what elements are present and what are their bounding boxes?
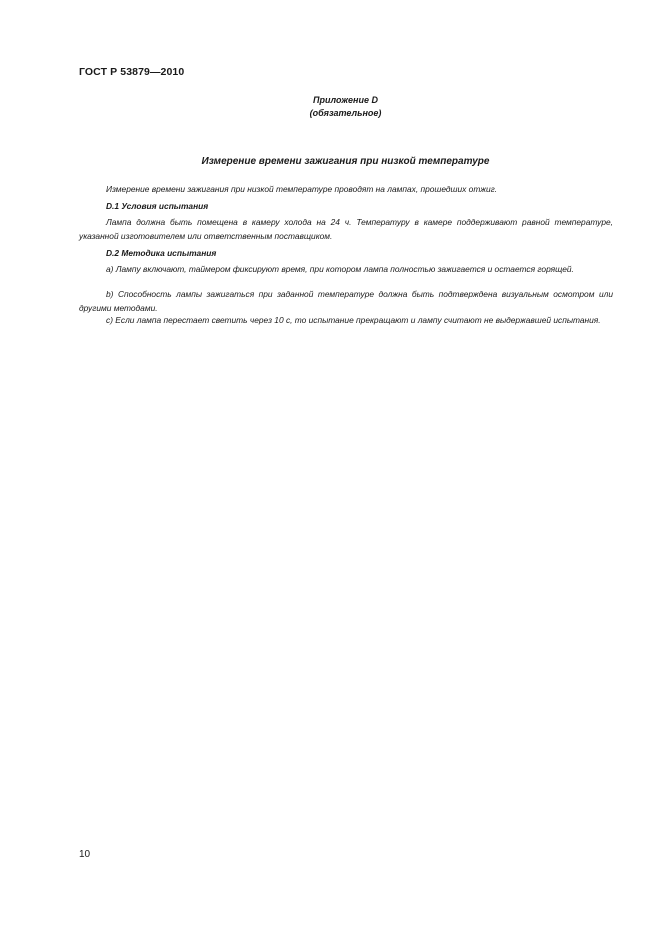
intro-paragraph: Измерение времени зажигания при низкой температуре проводят на лампах, прошедших отжиг. xyxy=(106,184,498,194)
annex-status: (обязательное) xyxy=(309,108,382,118)
document-code: ГОСТ Р 53879—2010 xyxy=(79,66,185,78)
page-number: 10 xyxy=(79,849,91,860)
section-title: Измерение времени зажигания при низкой температуре xyxy=(201,156,490,167)
d1-paragraph: Лампа должна быть помещена в камеру холода на 24 ч. Температуру в камере поддерживают равной температуре, указанной изготовителем или ответственным поставщиком. xyxy=(79,217,613,241)
d2-item-b: b) Способность лампы зажигаться при заданной температуре должна быть подтверждена визуальным осмотром или другими методами. xyxy=(79,289,613,313)
annex-title: Приложение D xyxy=(313,95,378,105)
d1-heading: D.1 Условия испытания xyxy=(106,201,209,211)
d2-item-c: c) Если лампа перестает светить через 10 с, то испытание прекращают и лампу считают не выдержавшей испытания. xyxy=(106,315,601,325)
d2-item-a: a) Лампу включают, таймером фиксируют время, при котором лампа полностью зажигается и остается горящей. xyxy=(106,264,574,274)
d2-heading: D.2 Методика испытания xyxy=(106,248,217,258)
